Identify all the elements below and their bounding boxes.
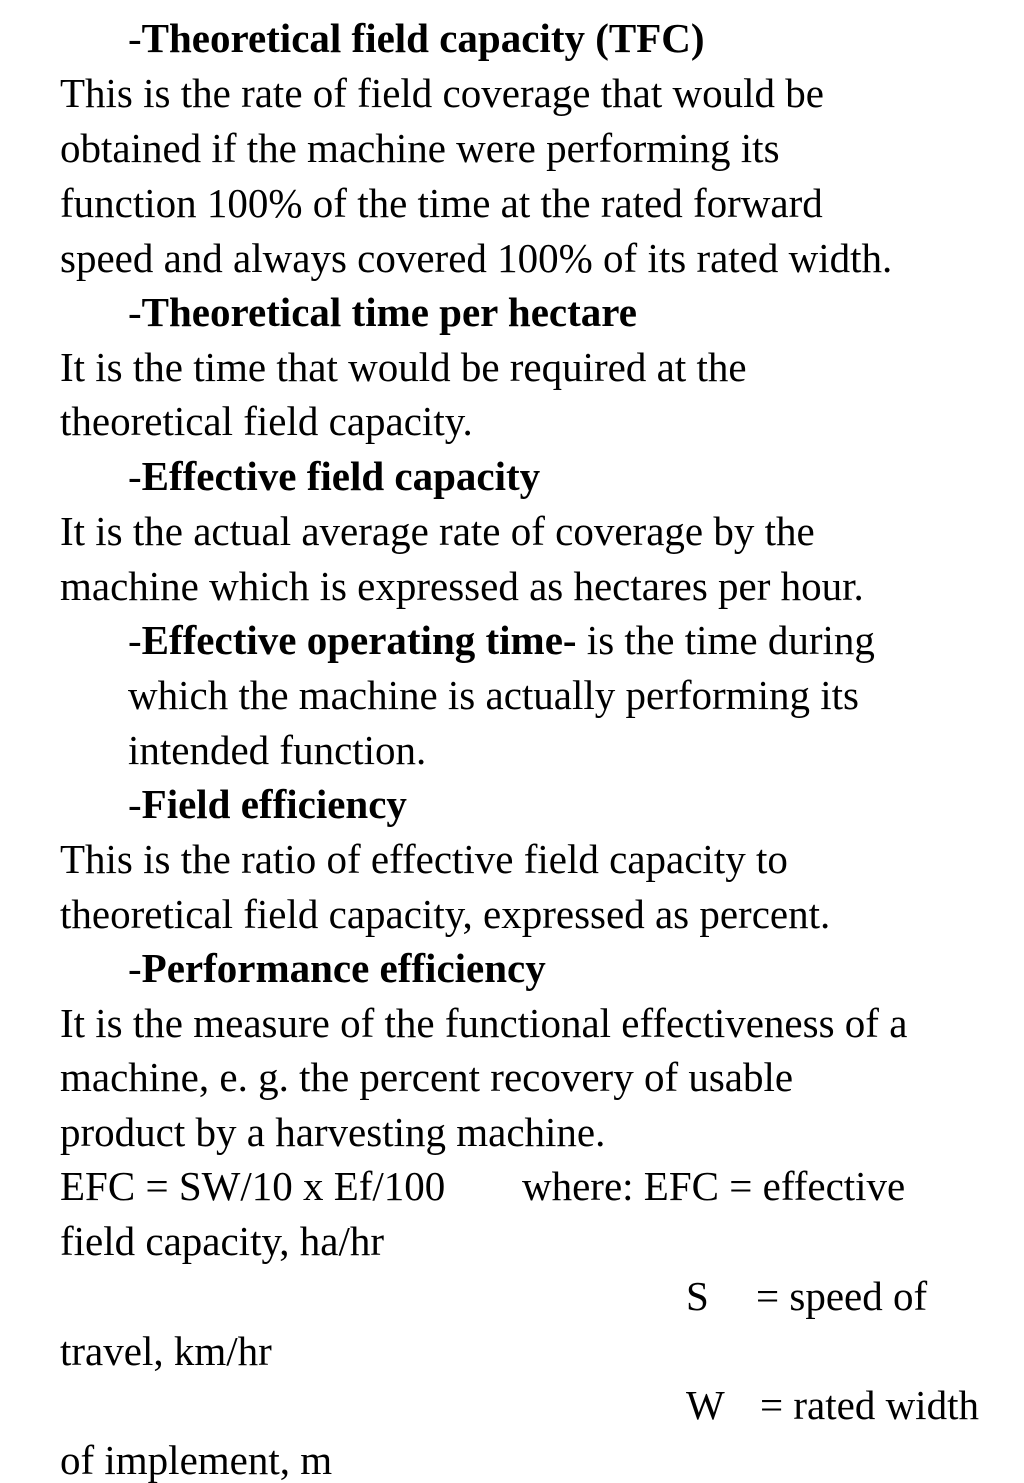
paragraph-line: product by a harvesting machine.	[60, 1109, 606, 1155]
paragraph-line: It is the time that would be required at the	[60, 344, 747, 390]
paragraph-line: theoretical field capacity, expressed as percent.	[60, 891, 831, 937]
paragraph-line: It is the measure of the functional effectiveness of a	[60, 1000, 908, 1046]
inline-definition: is the time during	[576, 617, 875, 663]
heading-theoretical-time-per-hectare: -Theoretical time per hectare	[128, 289, 637, 335]
paragraph-line: theoretical field capacity.	[60, 398, 473, 444]
formula-where-efc: where: EFC = effective	[522, 1163, 906, 1209]
paragraph-line: This is the ratio of effective field capacity to	[60, 836, 788, 882]
formula-s-definition: = speed of	[756, 1273, 928, 1319]
paragraph-line: function 100% of the time at the rated forward	[60, 180, 823, 226]
formula-symbol-w: W	[686, 1382, 725, 1428]
paragraph-line: which the machine is actually performing its	[128, 672, 859, 718]
heading-theoretical-field-capacity: -Theoretical field capacity (TFC)	[128, 15, 705, 61]
paragraph-line: obtained if the machine were performing its	[60, 125, 780, 171]
paragraph-line: machine which is expressed as hectares per hour.	[60, 563, 864, 609]
paragraph-line: It is the actual average rate of coverage by the	[60, 508, 815, 554]
paragraph-line: intended function.	[128, 727, 427, 773]
formula-w-continuation: of implement, m	[60, 1437, 333, 1483]
formula-equation: EFC = SW/10 x Ef/100	[60, 1163, 446, 1209]
paragraph-line: speed and always covered 100% of its rated width.	[60, 235, 893, 281]
formula-efc-continuation: field capacity, ha/hr	[60, 1218, 385, 1264]
formula-w-definition: = rated width	[760, 1382, 979, 1428]
paragraph-line: This is the rate of field coverage that would be	[60, 70, 824, 116]
heading-effective-field-capacity: -Effective field capacity	[128, 453, 541, 499]
heading-performance-efficiency: -Performance efficiency	[128, 945, 546, 991]
heading-field-efficiency: -Field efficiency	[128, 781, 407, 827]
formula-symbol-s: S	[686, 1273, 709, 1319]
heading-effective-operating-time: -Effective operating time- is the time during	[128, 617, 875, 663]
formula-s-continuation: travel, km/hr	[60, 1328, 272, 1374]
paragraph-line: machine, e. g. the percent recovery of usable	[60, 1054, 794, 1100]
